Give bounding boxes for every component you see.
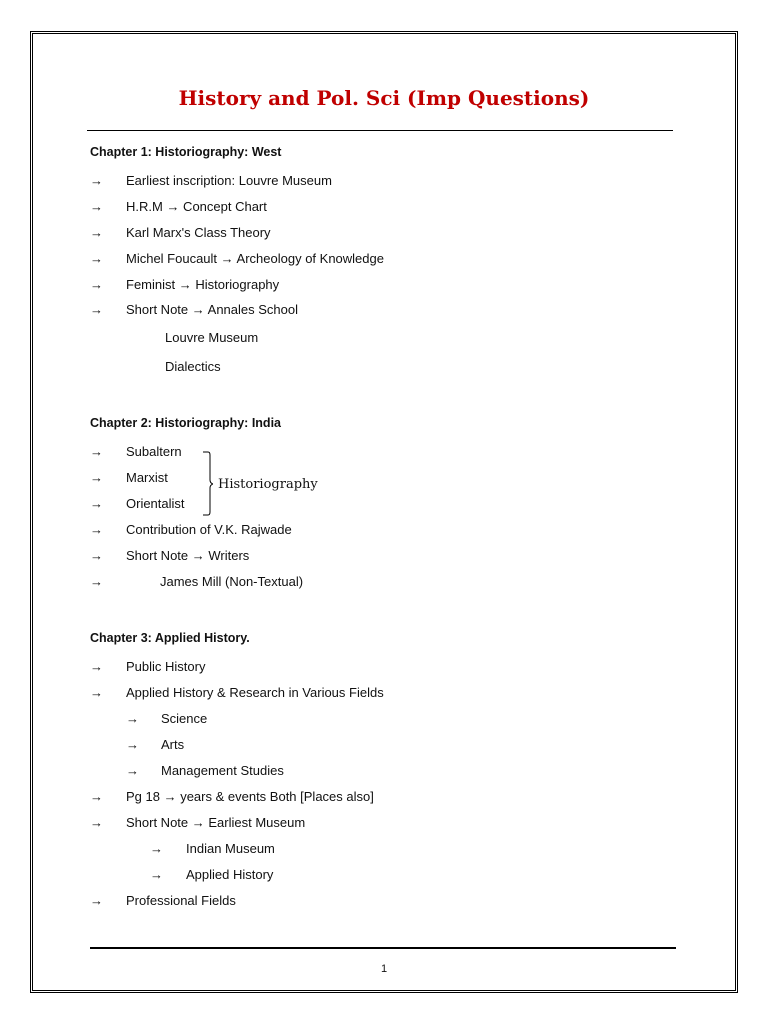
arrow-icon: → <box>90 548 103 563</box>
chapter-2-heading: Chapter 2: Historiography: India <box>90 416 281 430</box>
chapter-3-item: Public History <box>126 659 206 674</box>
chapter-3-item: Applied History & Research in Various Fields <box>126 685 384 700</box>
footer-rule <box>90 947 676 949</box>
chapter-2-item: James Mill (Non-Textual) <box>160 574 304 589</box>
arrow-icon: → <box>90 302 103 317</box>
arrow-icon: → <box>90 685 103 700</box>
chapter-2-item: Orientalist <box>126 496 185 511</box>
brace-label: Historiography <box>218 477 318 492</box>
arrow-icon: → <box>126 763 139 778</box>
chapter-1-item: Feminist → Historiography <box>126 277 280 292</box>
chapter-3-subitem: Science <box>161 711 208 726</box>
chapter-1-item: Michel Foucault → Archeology of Knowledge <box>126 251 384 266</box>
chapter-1-item: Karl Marx's Class Theory <box>126 225 271 240</box>
chapter-1-item: H.R.M → Concept Chart <box>126 199 267 214</box>
arrow-icon: → <box>90 496 103 511</box>
chapter-3-subitem: Arts <box>161 737 185 752</box>
arrow-icon: → <box>150 867 163 882</box>
chapter-2-item: Contribution of V.K. Rajwade <box>126 522 292 537</box>
arrow-icon: → <box>90 199 103 214</box>
chapter-1-subitem: Dialectics <box>165 359 221 374</box>
arrow-icon: → <box>90 893 103 908</box>
title-rule <box>87 130 673 131</box>
page-title: History and Pol. Sci (Imp Questions) <box>178 86 590 110</box>
chapter-2-item: Subaltern <box>126 444 182 459</box>
chapter-3-subitem: Indian Museum <box>186 841 275 856</box>
arrow-icon: → <box>90 789 103 804</box>
chapter-1-item: Earliest inscription: Louvre Museum <box>126 173 332 188</box>
chapter-3-item: Professional Fields <box>126 893 236 908</box>
arrow-icon: → <box>90 444 103 459</box>
arrow-icon: → <box>90 574 103 589</box>
chapter-3-heading: Chapter 3: Applied History. <box>90 631 250 645</box>
chapter-1-item: Short Note → Annales School <box>126 302 298 317</box>
chapter-3-item: Short Note → Earliest Museum <box>126 815 306 830</box>
chapter-3-subitem: Management Studies <box>161 763 284 778</box>
chapter-3-item: Pg 18 → years & events Both [Places also] <box>126 789 374 804</box>
chapter-2-item: Short Note → Writers <box>126 548 250 563</box>
arrow-icon: → <box>150 841 163 856</box>
chapter-1-subitem: Louvre Museum <box>165 330 259 345</box>
arrow-icon: → <box>90 225 103 240</box>
arrow-icon: → <box>90 815 103 830</box>
arrow-icon: → <box>90 659 103 674</box>
right-brace-icon <box>203 451 213 516</box>
chapter-2-item: Marxist <box>126 470 168 485</box>
arrow-icon: → <box>90 522 103 537</box>
arrow-icon: → <box>90 470 103 485</box>
page-number: 1 <box>380 963 388 975</box>
chapter-3-subitem: Applied History <box>186 867 274 882</box>
chapter-1-heading: Chapter 1: Historiography: West <box>90 145 282 159</box>
arrow-icon: → <box>90 251 103 266</box>
arrow-icon: → <box>90 277 103 292</box>
arrow-icon: → <box>126 737 139 752</box>
arrow-icon: → <box>90 173 103 188</box>
arrow-icon: → <box>126 711 139 726</box>
